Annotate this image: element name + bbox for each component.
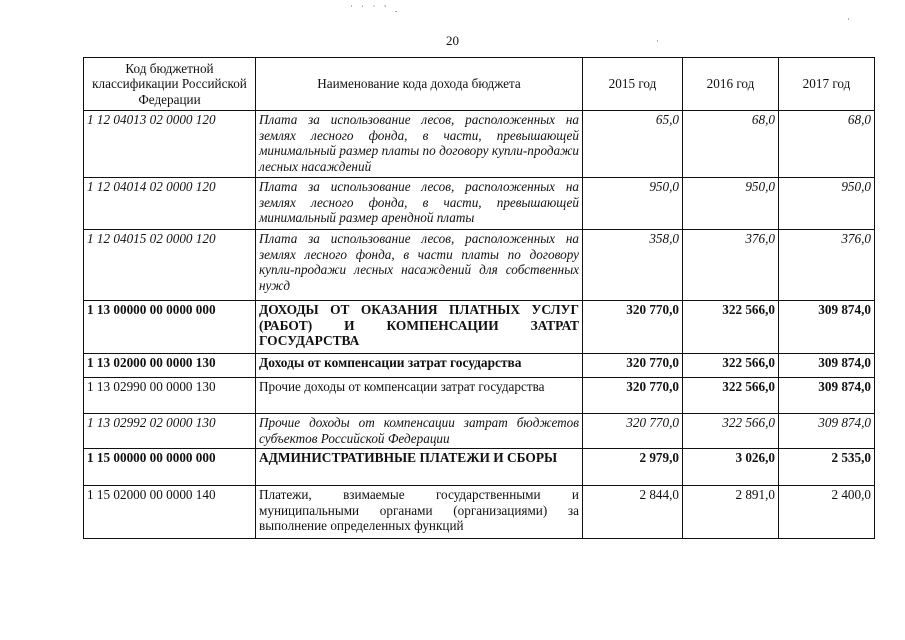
row-value-2015: 950,0: [583, 178, 683, 230]
row-value-2016: 68,0: [683, 111, 779, 178]
row-value-2015: 65,0: [583, 111, 683, 178]
row-name: Плата за использование лесов, расположенных на землях лесного фонда, в части, превышающей минимальный размер арендной платы: [256, 178, 583, 230]
row-value-2016: 2 891,0: [683, 486, 779, 539]
table-row: [84, 230, 875, 301]
budget-revenue-table: [83, 57, 875, 539]
row-name: АДМИНИСТРАТИВНЫЕ ПЛАТЕЖИ И СБОРЫ: [256, 449, 583, 486]
row-code: 1 12 04015 02 0000 120: [84, 230, 256, 301]
row-code: 1 13 02000 00 0000 130: [84, 354, 256, 378]
row-value-2015: 320 770,0: [583, 414, 683, 449]
row-value-2015: 320 770,0: [583, 354, 683, 378]
row-value-2017: 309 874,0: [779, 414, 875, 449]
row-name: Плата за использование лесов, расположенных на землях лесного фонда, в части, превышающей минимальный размер платы по договору купли-продажи лесных насаждений: [256, 111, 583, 178]
row-value-2017: 950,0: [779, 178, 875, 230]
row-value-2015: 320 770,0: [583, 378, 683, 414]
row-code: 1 13 02992 02 0000 130: [84, 414, 256, 449]
row-code: 1 12 04013 02 0000 120: [84, 111, 256, 178]
row-code: 1 15 02000 00 0000 140: [84, 486, 256, 539]
table-row: [84, 354, 875, 378]
row-name: Платежи, взимаемые государственными и муниципальными органами (организациями) за выполнение определенных функций: [256, 486, 583, 539]
row-code: 1 15 00000 00 0000 000: [84, 449, 256, 486]
row-value-2015: 358,0: [583, 230, 683, 301]
row-value-2017: 2 535,0: [779, 449, 875, 486]
header-code: Код бюджетной классификации Российской Федерации: [84, 58, 256, 111]
row-code: 1 13 02990 00 0000 130: [84, 378, 256, 414]
row-value-2015: 2 844,0: [583, 486, 683, 539]
row-value-2016: 322 566,0: [683, 378, 779, 414]
row-name: Плата за использование лесов, расположенных на землях лесного фонда, в части платы по договору купли-продажи лесных насаждений для собственных нужд: [256, 230, 583, 301]
table-row: [84, 301, 875, 354]
row-value-2017: 2 400,0: [779, 486, 875, 539]
table-row: [84, 449, 875, 486]
row-value-2016: 322 566,0: [683, 301, 779, 354]
table-row: [84, 111, 875, 178]
row-value-2017: 376,0: [779, 230, 875, 301]
table-header-row: [84, 58, 875, 111]
row-code: 1 12 04014 02 0000 120: [84, 178, 256, 230]
row-name: Доходы от компенсации затрат государства: [256, 354, 583, 378]
row-name: Прочие доходы от компенсации затрат бюджетов субъектов Российской Федерации: [256, 414, 583, 449]
row-value-2017: 309 874,0: [779, 354, 875, 378]
table-row: [84, 378, 875, 414]
table-row: [84, 178, 875, 230]
page-number: 20: [446, 33, 459, 48]
row-name: Прочие доходы от компенсации затрат государства: [256, 378, 583, 414]
header-year-2017: 2017 год: [779, 58, 875, 111]
row-value-2016: 950,0: [683, 178, 779, 230]
row-value-2017: 309 874,0: [779, 378, 875, 414]
row-value-2016: 3 026,0: [683, 449, 779, 486]
row-code: 1 13 00000 00 0000 000: [84, 301, 256, 354]
table-row: [84, 486, 875, 539]
table-row: [84, 414, 875, 449]
row-value-2015: 2 979,0: [583, 449, 683, 486]
header-year-2016: 2016 год: [683, 58, 779, 111]
scan-speck: ·: [656, 36, 659, 46]
row-value-2017: 68,0: [779, 111, 875, 178]
row-value-2016: 322 566,0: [683, 414, 779, 449]
scan-speck: ·: [847, 14, 850, 24]
row-value-2016: 322 566,0: [683, 354, 779, 378]
row-value-2017: 309 874,0: [779, 301, 875, 354]
row-value-2016: 376,0: [683, 230, 779, 301]
header-year-2015: 2015 год: [583, 58, 683, 111]
row-name: ДОХОДЫ ОТ ОКАЗАНИЯ ПЛАТНЫХ УСЛУГ (РАБОТ) И КОМПЕНСАЦИИ ЗАТРАТ ГОСУДАРСТВА: [256, 301, 583, 354]
header-name: Наименование кода дохода бюджета: [256, 58, 583, 111]
scan-specks: ˙ ˈ ˙ ˋ .: [350, 4, 401, 14]
row-value-2015: 320 770,0: [583, 301, 683, 354]
